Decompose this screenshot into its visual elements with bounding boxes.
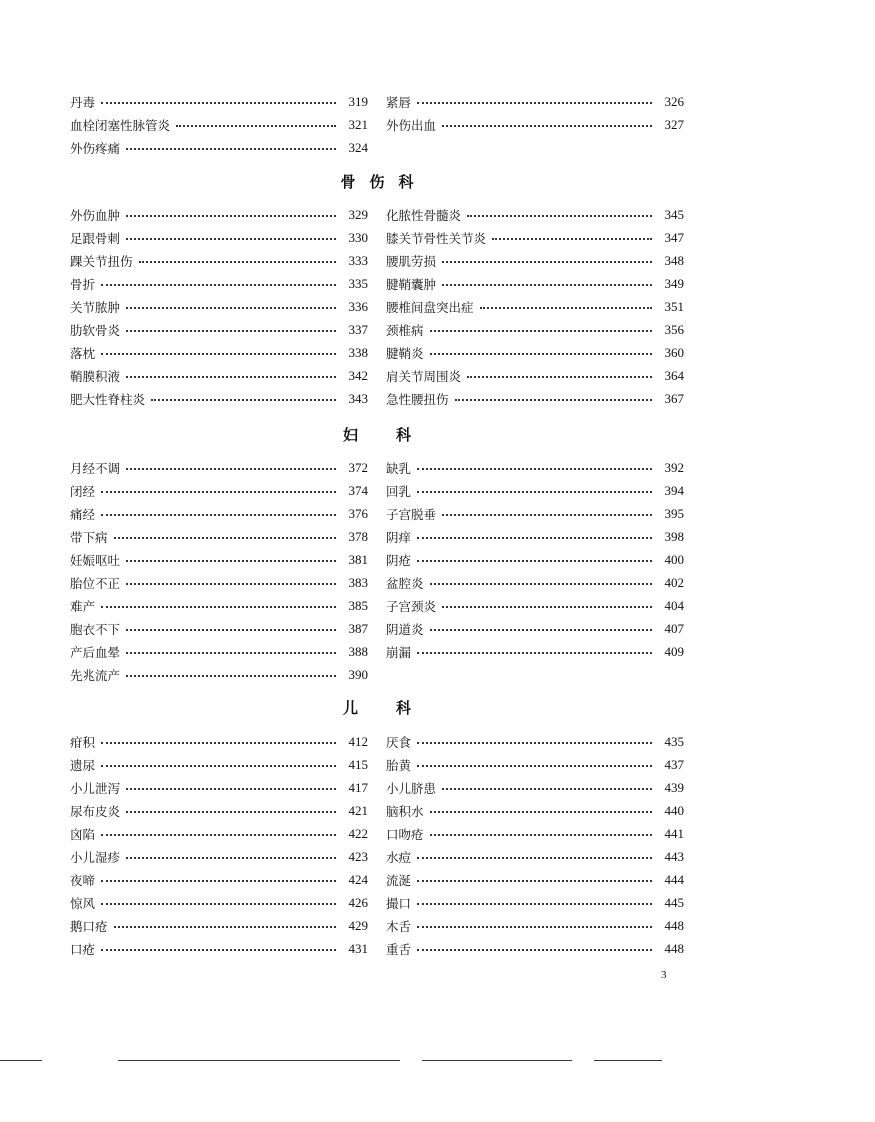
dot-leader [126, 148, 336, 150]
entry-page: 445 [664, 895, 684, 911]
entry-title: 难产 [70, 599, 96, 615]
left-column [70, 456, 368, 687]
dot-leader [455, 399, 652, 401]
entry-title: 胞衣不下 [70, 622, 121, 638]
entry-page: 423 [348, 849, 368, 865]
toc-entry[interactable] [386, 548, 684, 571]
dot-leader [430, 353, 652, 355]
toc-entry[interactable] [386, 342, 684, 365]
section-title-char: 儿 [342, 699, 358, 717]
entry-title: 流涎 [386, 873, 412, 889]
entry-title: 水痘 [386, 850, 412, 866]
toc-entry[interactable] [70, 548, 368, 571]
dot-leader [442, 514, 652, 516]
left-column [70, 203, 368, 411]
toc-entry[interactable] [386, 571, 684, 594]
entry-title: 产后血晕 [70, 645, 121, 661]
entry-page: 390 [348, 667, 368, 683]
entry-page: 345 [664, 206, 684, 222]
toc-entry[interactable] [70, 388, 368, 411]
entry-title: 脑积水 [386, 803, 424, 819]
toc-entry[interactable] [386, 318, 684, 341]
section-title-char: 科 [396, 426, 412, 444]
entry-page: 440 [664, 802, 684, 818]
entry-title: 踝关节扭伤 [70, 253, 133, 269]
entry-page: 400 [664, 551, 684, 567]
entry-title: 口吻疮 [386, 826, 424, 842]
entry-title: 丹毒 [70, 94, 96, 110]
entry-title: 撮口 [386, 896, 412, 912]
toc-entry[interactable] [70, 365, 368, 388]
entry-page: 351 [664, 298, 684, 314]
right-column [386, 730, 684, 961]
entry-page: 321 [348, 116, 368, 132]
section-title-char: 科 [398, 173, 414, 191]
dot-leader [417, 652, 652, 654]
entry-title: 重舌 [386, 942, 412, 958]
entry-title: 肋软骨炎 [70, 323, 121, 339]
entry-page: 422 [348, 825, 368, 841]
dot-leader [101, 880, 336, 882]
entry-page: 335 [348, 275, 368, 291]
entry-title: 外伤出血 [386, 117, 437, 133]
dot-leader [417, 560, 652, 562]
toc-entry[interactable] [70, 342, 368, 365]
entry-title: 小儿泄泻 [70, 780, 121, 796]
toc-entry[interactable] [386, 249, 684, 272]
toc-entry[interactable] [386, 388, 684, 411]
dot-leader [430, 629, 652, 631]
entry-page: 337 [348, 322, 368, 338]
toc-entry[interactable] [386, 272, 684, 295]
entry-title: 缺乳 [386, 460, 412, 476]
toc-entry[interactable] [386, 892, 684, 915]
scan-edge-line [594, 1060, 662, 1061]
toc-entry[interactable] [70, 318, 368, 341]
dot-leader [417, 926, 652, 928]
entry-page: 444 [664, 872, 684, 888]
toc-entry[interactable] [70, 938, 368, 961]
entry-page: 336 [348, 298, 368, 314]
entry-title: 外伤血肿 [70, 207, 121, 223]
toc-entry[interactable] [386, 295, 684, 318]
entry-title: 阴疮 [386, 552, 412, 568]
toc-entry[interactable] [386, 502, 684, 525]
entry-title: 疳积 [70, 734, 96, 750]
right-column [386, 203, 684, 411]
section-title [70, 697, 684, 718]
entry-page: 364 [664, 368, 684, 384]
entry-page: 326 [664, 93, 684, 109]
section-title-char: 妇 [342, 426, 358, 444]
entry-title: 痛经 [70, 506, 96, 522]
entry-title: 闭经 [70, 483, 96, 499]
toc-entry[interactable] [386, 869, 684, 892]
dot-leader [114, 926, 336, 928]
entry-title: 厌食 [386, 734, 412, 750]
entry-page: 343 [348, 391, 368, 407]
entry-title: 尿布皮炎 [70, 803, 121, 819]
entry-title: 阴道炎 [386, 622, 424, 638]
entry-title: 腱鞘囊肿 [386, 276, 437, 292]
toc-entry[interactable] [70, 295, 368, 318]
dot-leader [126, 330, 336, 332]
entry-title: 囟陷 [70, 826, 96, 842]
toc-entry[interactable] [386, 799, 684, 822]
entry-title: 膝关节骨性关节炎 [386, 230, 487, 246]
section-title [70, 171, 684, 192]
entry-page: 394 [664, 482, 684, 498]
entry-title: 腱鞘炎 [386, 346, 424, 362]
entry-page: 435 [664, 733, 684, 749]
dot-leader [442, 261, 652, 263]
entry-title: 回乳 [386, 483, 412, 499]
entry-page: 392 [664, 459, 684, 475]
entry-page: 348 [664, 252, 684, 268]
entry-page: 360 [664, 345, 684, 361]
entry-title: 遗尿 [70, 757, 96, 773]
dot-leader [126, 560, 336, 562]
entry-page: 409 [664, 644, 684, 660]
entry-title: 子宫脱垂 [386, 506, 437, 522]
entry-title: 惊风 [70, 896, 96, 912]
dot-leader [417, 537, 652, 539]
dot-leader [101, 765, 336, 767]
entry-page: 367 [664, 391, 684, 407]
left-column [70, 90, 368, 159]
dot-leader [467, 376, 652, 378]
toc-entry[interactable] [386, 822, 684, 845]
entry-page: 437 [664, 756, 684, 772]
entry-page: 426 [348, 895, 368, 911]
toc-entry[interactable] [70, 595, 368, 618]
entry-title: 化脓性骨髓炎 [386, 207, 462, 223]
toc-entry[interactable] [386, 595, 684, 618]
entry-title: 小儿脐患 [386, 780, 437, 796]
toc-entry[interactable] [70, 618, 368, 641]
entry-page: 429 [348, 918, 368, 934]
scan-edge-line [0, 1060, 42, 1061]
section-title [70, 424, 684, 445]
entry-page: 333 [348, 252, 368, 268]
toc-entry[interactable] [70, 776, 368, 799]
dot-leader [417, 880, 652, 882]
entry-page: 349 [664, 275, 684, 291]
toc-entry[interactable] [386, 938, 684, 961]
toc-entry[interactable] [386, 776, 684, 799]
toc-entry[interactable] [386, 730, 684, 753]
dot-leader [101, 949, 336, 951]
entry-page: 381 [348, 551, 368, 567]
dot-leader [139, 261, 336, 263]
toc-entry[interactable] [70, 915, 368, 938]
left-column [70, 730, 368, 961]
dot-leader [417, 765, 652, 767]
toc-entry[interactable] [70, 869, 368, 892]
entry-title: 紧唇 [386, 94, 412, 110]
toc-entry[interactable] [70, 203, 368, 226]
toc-entry[interactable] [70, 90, 368, 113]
entry-title: 月经不调 [70, 460, 121, 476]
entry-title: 外伤疼痛 [70, 140, 121, 156]
dot-leader [126, 675, 336, 677]
toc-entry[interactable] [70, 799, 368, 822]
entry-page: 415 [348, 756, 368, 772]
entry-page: 387 [348, 621, 368, 637]
entry-page: 448 [664, 941, 684, 957]
toc-entry[interactable] [386, 365, 684, 388]
entry-page: 448 [664, 918, 684, 934]
dot-leader [417, 468, 652, 470]
dot-leader [101, 834, 336, 836]
toc-entry[interactable] [70, 456, 368, 479]
entry-page: 324 [348, 139, 368, 155]
dot-leader [126, 811, 336, 813]
entry-page: 319 [348, 93, 368, 109]
entry-page: 412 [348, 733, 368, 749]
toc-entry[interactable] [70, 730, 368, 753]
entry-title: 急性腰扭伤 [386, 392, 449, 408]
dot-leader [442, 284, 652, 286]
dot-leader [101, 606, 336, 608]
entry-title: 阴痒 [386, 529, 412, 545]
entry-title: 落枕 [70, 346, 96, 362]
dot-leader [442, 606, 652, 608]
entry-title: 颈椎病 [386, 323, 424, 339]
dot-leader [126, 629, 336, 631]
toc-entry[interactable] [386, 203, 684, 226]
entry-title: 胎黄 [386, 757, 412, 773]
right-column [386, 456, 684, 664]
entry-page: 372 [348, 459, 368, 475]
dot-leader [417, 949, 652, 951]
entry-title: 关节脓肿 [70, 299, 121, 315]
right-column [386, 90, 684, 136]
entry-page: 376 [348, 505, 368, 521]
toc-entry[interactable] [70, 641, 368, 664]
toc-entry[interactable] [70, 226, 368, 249]
toc-entry[interactable] [386, 915, 684, 938]
entry-title: 木舌 [386, 919, 412, 935]
dot-leader [126, 376, 336, 378]
dot-leader [114, 537, 336, 539]
entry-page: 441 [664, 825, 684, 841]
entry-page: 342 [348, 368, 368, 384]
dot-leader [101, 353, 336, 355]
entry-title: 子宫颈炎 [386, 599, 437, 615]
entry-page: 398 [664, 528, 684, 544]
dot-leader [417, 903, 652, 905]
entry-title: 崩漏 [386, 645, 412, 661]
scan-edge-line [118, 1060, 400, 1061]
entry-page: 443 [664, 849, 684, 865]
toc-entry[interactable] [386, 90, 684, 113]
dot-leader [126, 857, 336, 859]
entry-page: 383 [348, 575, 368, 591]
entry-page: 388 [348, 644, 368, 660]
dot-leader [492, 238, 652, 240]
section-title-char: 伤 [369, 173, 385, 191]
dot-leader [126, 788, 336, 790]
entry-page: 338 [348, 345, 368, 361]
toc-entry[interactable] [386, 226, 684, 249]
dot-leader [101, 284, 336, 286]
toc-entry[interactable] [386, 753, 684, 776]
dot-leader [417, 742, 652, 744]
entry-title: 鞘膜积液 [70, 369, 121, 385]
entry-title: 盆腔炎 [386, 576, 424, 592]
entry-title: 带下病 [70, 529, 108, 545]
entry-page: 439 [664, 779, 684, 795]
toc-entry[interactable] [386, 618, 684, 641]
dot-leader [126, 307, 336, 309]
toc-entry[interactable] [386, 479, 684, 502]
entry-page: 407 [664, 621, 684, 637]
entry-page: 330 [348, 229, 368, 245]
dot-leader [126, 583, 336, 585]
entry-title: 腰椎间盘突出症 [386, 299, 474, 315]
toc-entry[interactable] [70, 136, 368, 159]
toc-entry[interactable] [386, 641, 684, 664]
toc-entry[interactable] [70, 892, 368, 915]
toc-entry[interactable] [386, 845, 684, 868]
entry-title: 胎位不正 [70, 576, 121, 592]
entry-title: 足跟骨刺 [70, 230, 121, 246]
toc-entry[interactable] [70, 753, 368, 776]
entry-page: 327 [664, 116, 684, 132]
dot-leader [417, 102, 652, 104]
entry-title: 腰肌劳损 [386, 253, 437, 269]
entry-page: 421 [348, 802, 368, 818]
toc-entry[interactable] [70, 479, 368, 502]
entry-title: 肥大性脊柱炎 [70, 392, 146, 408]
dot-leader [101, 514, 336, 516]
page-number: 3 [661, 969, 667, 981]
entry-title: 鹅口疮 [70, 919, 108, 935]
dot-leader [126, 468, 336, 470]
entry-page: 356 [664, 322, 684, 338]
dot-leader [126, 215, 336, 217]
toc-entry[interactable] [70, 845, 368, 868]
dot-leader [101, 742, 336, 744]
dot-leader [480, 307, 652, 309]
dot-leader [151, 399, 336, 401]
dot-leader [430, 330, 652, 332]
entry-title: 夜啼 [70, 873, 96, 889]
toc-entry[interactable] [70, 822, 368, 845]
entry-page: 404 [664, 598, 684, 614]
scan-edge-line [422, 1060, 572, 1061]
dot-leader [430, 583, 652, 585]
toc-entry[interactable] [386, 456, 684, 479]
entry-page: 378 [348, 528, 368, 544]
dot-leader [442, 125, 652, 127]
entry-title: 小儿湿疹 [70, 850, 121, 866]
toc-entry[interactable] [70, 502, 368, 525]
entry-page: 385 [348, 598, 368, 614]
section-title-char: 科 [396, 699, 412, 717]
dot-leader [467, 215, 652, 217]
entry-title: 肩关节周围炎 [386, 369, 462, 385]
entry-page: 431 [348, 941, 368, 957]
dot-leader [417, 491, 652, 493]
toc-entry[interactable] [386, 113, 684, 136]
dot-leader [101, 102, 336, 104]
toc-entry[interactable] [70, 571, 368, 594]
entry-title: 骨折 [70, 276, 96, 292]
toc-entry[interactable] [70, 272, 368, 295]
entry-page: 374 [348, 482, 368, 498]
dot-leader [430, 834, 652, 836]
dot-leader [126, 238, 336, 240]
toc-entry[interactable] [70, 525, 368, 548]
dot-leader [176, 125, 336, 127]
toc-entry[interactable] [70, 113, 368, 136]
dot-leader [101, 491, 336, 493]
entry-page: 402 [664, 575, 684, 591]
toc-entry[interactable] [386, 525, 684, 548]
entry-page: 417 [348, 779, 368, 795]
dot-leader [442, 788, 652, 790]
entry-page: 347 [664, 229, 684, 245]
dot-leader [126, 652, 336, 654]
section-title-char: 骨 [340, 173, 356, 191]
entry-page: 329 [348, 206, 368, 222]
entry-page: 424 [348, 872, 368, 888]
dot-leader [101, 903, 336, 905]
dot-leader [417, 857, 652, 859]
entry-title: 先兆流产 [70, 668, 121, 684]
dot-leader [430, 811, 652, 813]
entry-title: 妊娠呕吐 [70, 552, 121, 568]
entry-title: 口疮 [70, 942, 96, 958]
toc-entry[interactable] [70, 664, 368, 687]
entry-page: 395 [664, 505, 684, 521]
toc-entry[interactable] [70, 249, 368, 272]
entry-title: 血栓闭塞性脉管炎 [70, 117, 171, 133]
